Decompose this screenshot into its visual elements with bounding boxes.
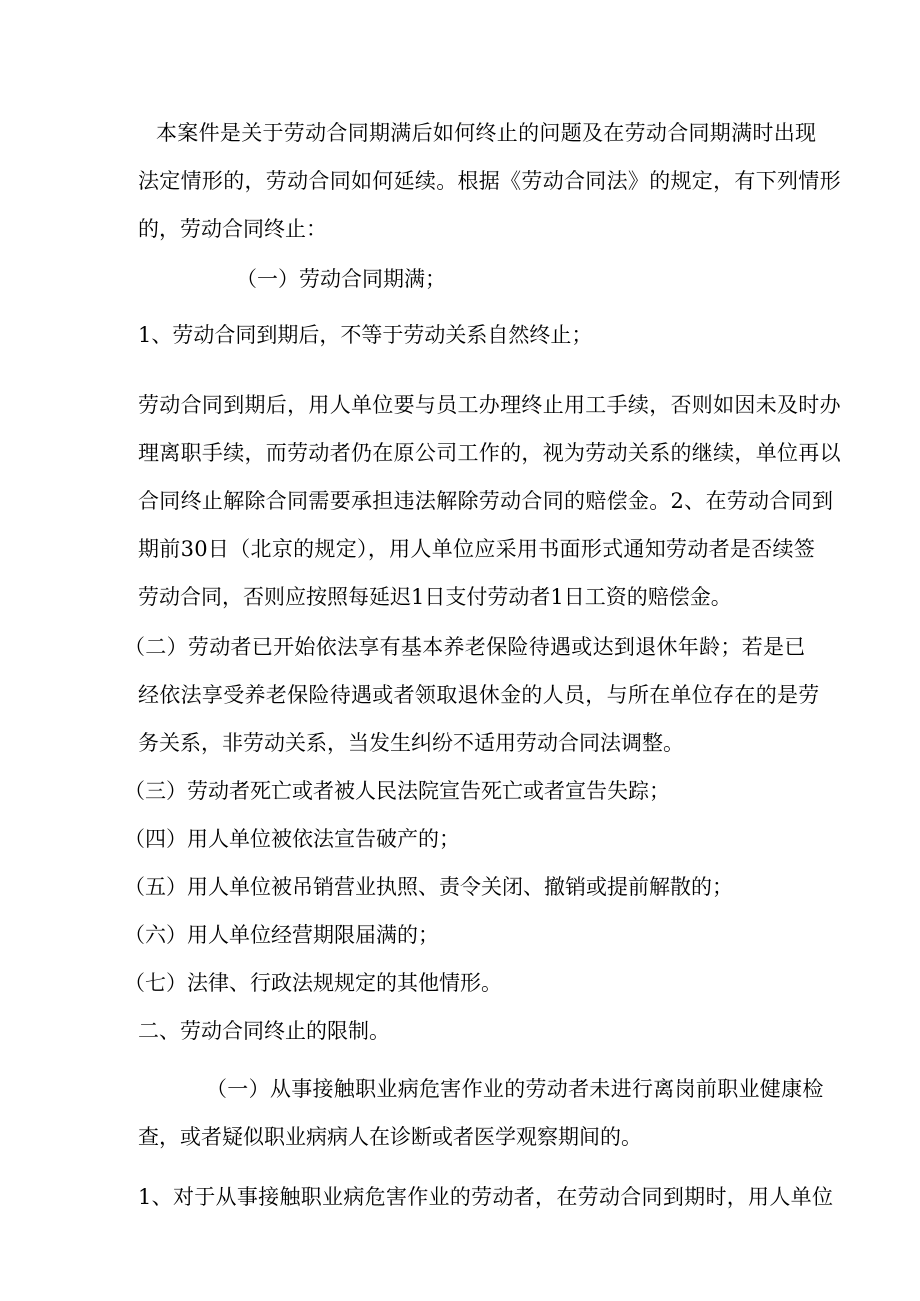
paragraph-expiry-line-4: 期前30日（北京的规定），用人单位应采用书面形式通知劳动者是否续签 bbox=[138, 537, 816, 561]
sub-item-1: 1、劳动合同到期后，不等于劳动关系自然终止； bbox=[138, 323, 593, 347]
item-six: （六）用人单位经营期限届满的； bbox=[124, 923, 439, 947]
paragraph-intro-line-3: 的，劳动合同终止： bbox=[138, 217, 327, 241]
paragraph-intro-line-2: 法定情形的，劳动合同如何延续。根据《劳动合同法》的规定，有下列情形 bbox=[138, 169, 841, 193]
paragraph-intro-line-1: 本案件是关于劳动合同期满后如何终止的问题及在劳动合同期满时出现 bbox=[156, 121, 817, 145]
limit-item-one-line-1: （一）从事接触职业病危害作业的劳动者未进行离岗前职业健康检 bbox=[206, 1077, 824, 1101]
item-four: （四）用人单位被依法宣告破产的； bbox=[124, 827, 460, 851]
paragraph-expiry-line-2: 理离职手续，而劳动者仍在原公司工作的，视为劳动关系的继续，单位再以 bbox=[138, 441, 841, 465]
item-five: （五）用人单位被吊销营业执照、责令关闭、撤销或提前解散的； bbox=[124, 875, 733, 899]
item-two-line-3: 务关系，非劳动关系，当发生纠纷不适用劳动合同法调整。 bbox=[138, 731, 684, 755]
item-seven: （七）法律、行政法规规定的其他情形。 bbox=[124, 971, 502, 995]
limit-sub-item-1: 1、对于从事接触职业病危害作业的劳动者，在劳动合同到期时，用人单位 bbox=[138, 1185, 834, 1209]
item-one-heading: （一）劳动合同期满； bbox=[236, 267, 446, 291]
paragraph-expiry-line-3: 合同终止解除合同需要承担违法解除劳动合同的赔偿金。2、在劳动合同到 bbox=[138, 489, 834, 513]
item-two-line-1: （二）劳动者已开始依法享有基本养老保险待遇或达到退休年龄；若是已 bbox=[124, 635, 806, 659]
item-three: （三）劳动者死亡或者被人民法院宣告死亡或者宣告失踪； bbox=[124, 779, 670, 803]
section-two-heading: 二、劳动合同终止的限制。 bbox=[138, 1019, 390, 1043]
paragraph-expiry-line-1: 劳动合同到期后，用人单位要与员工办理终止用工手续，否则如因未及时办 bbox=[138, 393, 841, 417]
paragraph-expiry-line-5: 劳动合同，否则应按照每延迟1日支付劳动者1日工资的赔偿金。 bbox=[138, 585, 732, 609]
limit-item-one-line-2: 查，或者疑似职业病病人在诊断或者医学观察期间的。 bbox=[138, 1125, 642, 1149]
item-two-line-2: 经依法享受养老保险待遇或者领取退休金的人员，与所在单位存在的是劳 bbox=[138, 683, 820, 707]
